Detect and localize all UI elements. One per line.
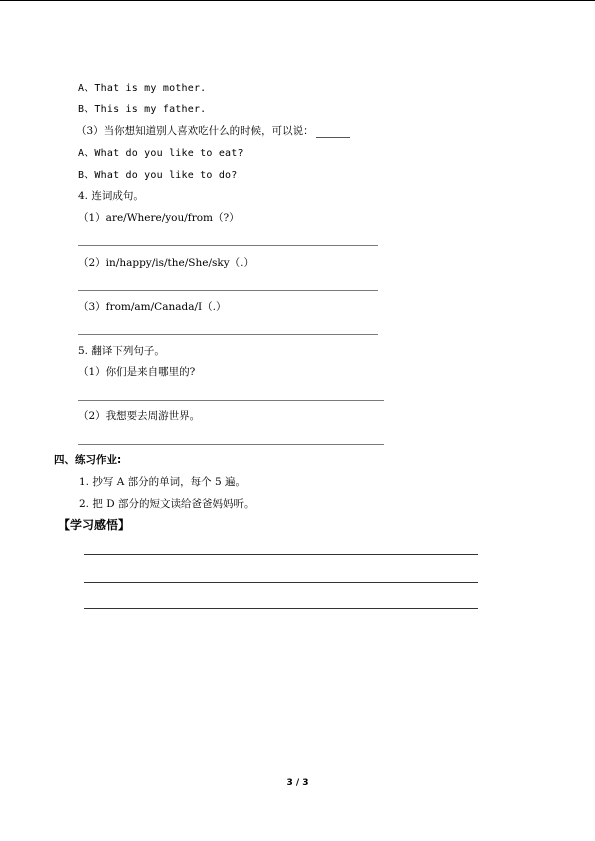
reflection-line-1[interactable] bbox=[84, 554, 478, 555]
option-a-eat: A、What do you like to eat? bbox=[78, 148, 244, 159]
option-a-mother: A、That is my mother. bbox=[78, 83, 207, 94]
question-3-3-text: （3）当你想知道别人喜欢吃什么的时候，可以说： bbox=[76, 125, 314, 137]
section-5-item-1: （1）你们是来自哪里的? bbox=[78, 366, 196, 378]
answer-line-4-2[interactable] bbox=[78, 290, 378, 291]
option-b-father: B、This is my father. bbox=[78, 104, 207, 115]
answer-blank[interactable] bbox=[316, 127, 350, 138]
homework-title: 四、练习作业: bbox=[54, 454, 122, 466]
answer-line-4-3[interactable] bbox=[78, 334, 378, 335]
option-b-do: B、What do you like to do? bbox=[78, 170, 238, 181]
section-4-item-1: （1）are/Where/you/from（?） bbox=[78, 212, 240, 224]
question-3-3-prompt bbox=[76, 125, 350, 138]
answer-line-4-1[interactable] bbox=[78, 245, 378, 246]
section-4-title: 4. 连词成句。 bbox=[78, 190, 144, 202]
homework-item-2: 2. 把 D 部分的短文读给爸爸妈妈听。 bbox=[79, 498, 255, 510]
page-number: 3 / 3 bbox=[286, 778, 309, 788]
reflection-title: 【学习感悟】 bbox=[58, 518, 131, 532]
reflection-line-2[interactable] bbox=[84, 582, 478, 583]
header-rule bbox=[0, 0, 595, 1]
answer-line-5-2[interactable] bbox=[78, 444, 384, 445]
homework-item-1: 1. 抄写 A 部分的单词，每个 5 遍。 bbox=[79, 476, 246, 488]
section-4-item-2: （2）in/happy/is/the/She/sky（.） bbox=[78, 257, 255, 269]
answer-line-5-1[interactable] bbox=[78, 400, 384, 401]
reflection-line-3[interactable] bbox=[84, 608, 478, 609]
section-5-title: 5. 翻译下列句子。 bbox=[78, 345, 165, 357]
section-4-item-3: （3）from/am/Canada/I（.） bbox=[78, 301, 227, 313]
section-5-item-2: （2）我想要去周游世界。 bbox=[78, 410, 201, 422]
